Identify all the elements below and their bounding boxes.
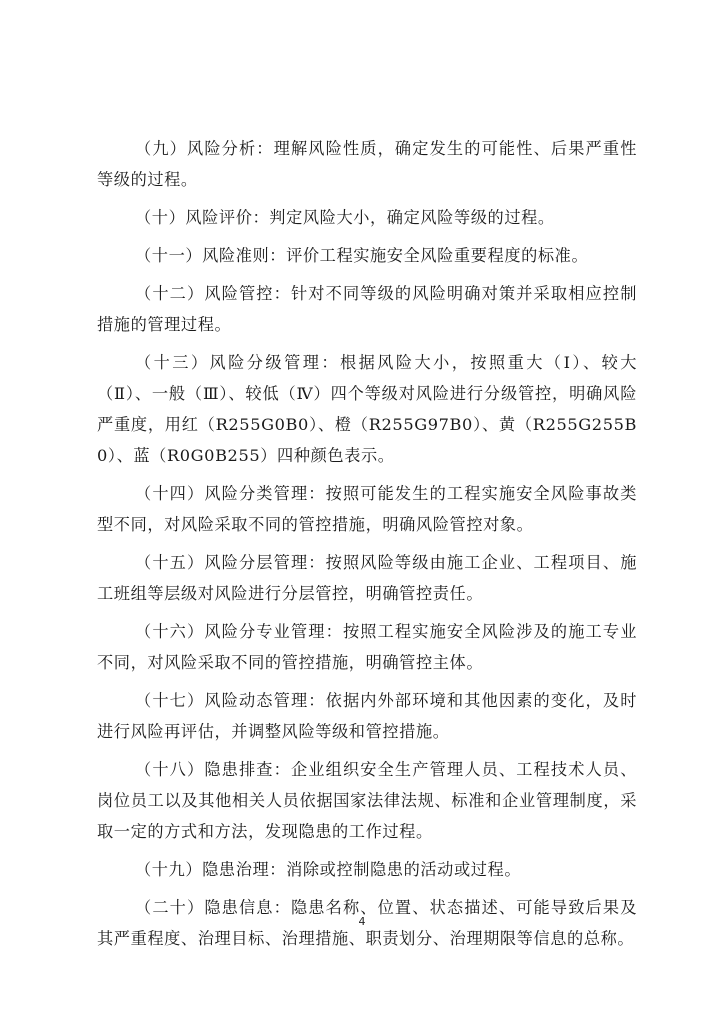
definition-paragraph-18: （十八）隐患排查：企业组织安全生产管理人员、工程技术人员、岗位员工以及其他相关人员依据国家法律法规、标准和企业管理制度，采取一定的方式和方法，发现隐患的工作过程。 <box>97 760 637 841</box>
definition-paragraph-14: （十四）风险分类管理：按照可能发生的工程实施安全风险事故类型不同，对风险采取不同的管控措施，明确风险管控对象。 <box>97 484 637 534</box>
definition-paragraph-12: （十二）风险管控：针对不同等级的风险明确对策并采取相应控制措施的管理过程。 <box>97 284 637 334</box>
definition-paragraph-13: （十三）风险分级管理：根据风险大小，按照重大（Ⅰ）、较大（Ⅱ）、一般（Ⅲ）、较低（Ⅳ）四个等级对风险进行分级管控，明确风险严重度，用红（R255G0B0）、橙（R255G97B0）、黄（R255G255B0）、蓝（R0G0B255）四种颜色表示。 <box>97 353 637 465</box>
definition-paragraph-9: （九）风险分析：理解风险性质，确定发生的可能性、后果严重性等级的过程。 <box>97 139 637 189</box>
definition-paragraph-15: （十五）风险分层管理：按照风险等级由施工企业、工程项目、施工班组等层级对风险进行分层管控，明确管控责任。 <box>97 553 637 603</box>
definition-paragraph-20: （二十）隐患信息：隐患名称、位置、状态描述、可能导致后果及其严重程度、治理目标、治理措施、职责划分、治理期限等信息的总称。 <box>97 898 637 948</box>
definition-paragraph-19: （十九）隐患治理：消除或控制隐患的活动或过程。 <box>135 860 522 879</box>
definition-paragraph-11: （十一）风险准则：评价工程实施安全风险重要程度的标准。 <box>135 246 589 265</box>
definition-paragraph-16: （十六）风险分专业管理：按照工程实施安全风险涉及的施工专业不同，对风险采取不同的管控措施，明确管控主体。 <box>97 622 637 672</box>
document-body <box>97 133 637 961</box>
page-number: 4 <box>358 915 366 928</box>
definition-paragraph-17: （十七）风险动态管理：依据内外部环境和其他因素的变化，及时进行风险再评估，并调整风险等级和管控措施。 <box>97 691 637 741</box>
definition-paragraph-10: （十）风险评价：判定风险大小，确定风险等级的过程。 <box>135 208 555 227</box>
